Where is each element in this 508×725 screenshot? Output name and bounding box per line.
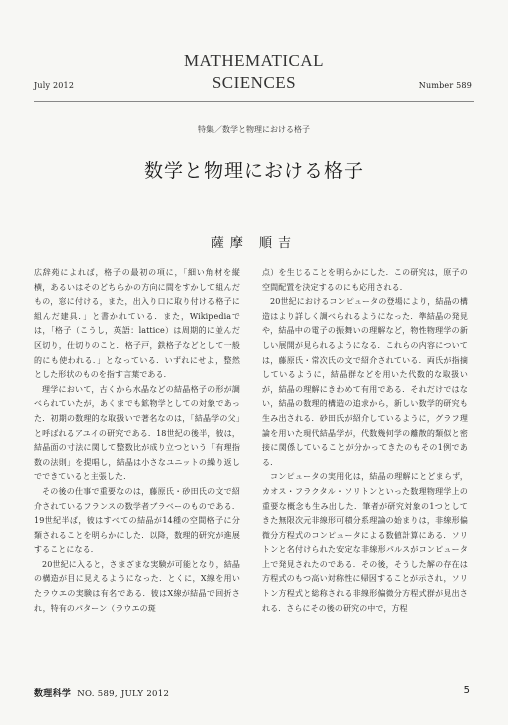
issue-number: Number 589 — [418, 81, 472, 90]
footer-issue: NO. 589, JULY 2012 — [77, 689, 170, 699]
footer-publication — [34, 686, 169, 699]
paragraph: 点）を生じることを明らかにした．この研究は，原子の空間配置を決定するのにも応用される． — [262, 268, 468, 292]
right-column — [262, 266, 468, 638]
masthead-divider — [34, 101, 474, 102]
issue-date: July 2012 — [34, 81, 75, 90]
article-title: 数学と物理における格子 — [143, 160, 364, 182]
paragraph: 20世紀に入ると，さまざまな実験が可能となり，結晶の構造が目に見えるようになった．とくに，X線を用いたラウエの実験は有名である．彼はX線が結晶で回折され，特有のパターン（ラウエの斑 — [34, 559, 240, 613]
article-author: 薩摩 順吉 — [210, 236, 298, 251]
paragraph: その後の仕事で重要なのは，藤原氏・砂田氏の文で紹介されているフランスの数学者ブラベーのものである．19世紀半ば，彼はすべての結晶が14種の空間格子に分類されることを明らかにした．以降，数理的研究が進展することになる． — [34, 486, 240, 555]
footer-journal-name: 数理科学 — [34, 689, 72, 699]
masthead-line-1: MATHEMATICAL — [183, 51, 325, 70]
paragraph: コンピュータの実用化は，結晶の理解にとどまらず，カオス・フラクタル・ソリトンといった数理物理学上の重要な概念も生み出した．筆者が研究対象の1つとしてきた無限次元非線形可積分系理論の始まりは，非線形偏微分方程式のコンピュータによる数値計算にある．ソリトンと名付けられた安定な非線形パルスがコンピュータ上で発見されたのである．その後，そうした解の存在は方程式のもつ高い対称性に帰因することが示され，ソリトン方程式と総称される非線形偏微分方程式群が見出される．さらにその後の研究の中で，方程 — [262, 472, 468, 613]
feature-subhead: 特集／数学と物理における格子 — [198, 125, 310, 134]
masthead-line-2: SCIENCES — [211, 73, 297, 92]
left-column — [34, 266, 240, 638]
paragraph: 20世紀におけるコンピュータの登場により，結晶の構造はより詳しく調べられるようになった．準結晶の発見や，結晶中の電子の振舞いの理解など，物性物理学の新しい展開が見られるようになる．これらの内容については，藤原氏・常次氏の文で紹介されている．両氏が指摘しているように，結晶群などを用いた代数的な取扱いが，結晶の理解にきわめて有用である．それだけではない，結晶の数理的構造の追求から，新しい数学的研究も生み出される．砂田氏が紹介しているように，グラフ理論を用いた現代結晶学が，代数幾何学の離散的類似と密接に関係していることが分かってきたのもその1例である． — [262, 297, 468, 467]
paragraph: 理学において，古くから水晶などの結晶格子の形が調べられていたが，あくまでも鉱物学としての対象であった．初期の数理的な取扱いで著名なのは，「結晶学の父」と呼ばれるアユイの研究である．18世紀の後半，彼は，結晶面の寸法に関して整数比が成り立つという「有理指数の法則」を提唱し，結晶は小さなユニットの繰り返しでできていると主張した． — [34, 384, 240, 482]
paragraph: 広辞苑によれば，格子の最初の項に，「細い角材を縦横，あるいはそのどちらかの方向に間をすかして組んだもの，窓に付ける，また，出入り口に取り付ける格子に組んだ建具．」と書かれている．また，Wikipediaでは，「格子（こうし，英語：lattice）は周期的に並んだ区切り，仕切りのこと．格子戸，鉄格子などとして一般的にも使われる．」となっている．いずれにせよ，整然とした形状のものを指す言葉である． — [34, 268, 240, 380]
page-number: 5 — [463, 685, 470, 696]
